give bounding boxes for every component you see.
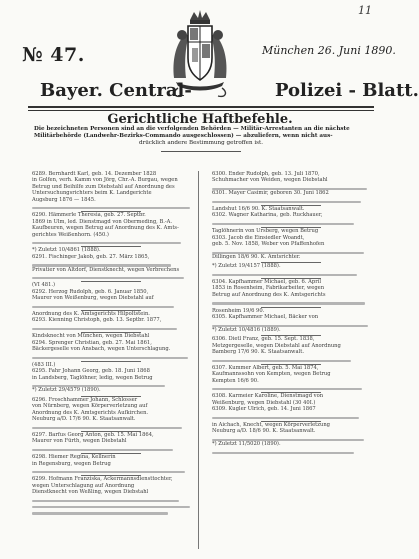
- entry-line: 6309. Kugler Ulrich, geb. 14. Juni 1867: [212, 406, 316, 413]
- entry-line: 6303. Jacob die Einsiedler Woandt,: [212, 234, 305, 241]
- entry-line: Betrug und Beihilfe zum Diebstahl auf Anordnung des: [32, 183, 175, 190]
- entry-line: Taglöhnerin von Ursberg, wegen Betrug: [212, 228, 319, 235]
- entry-line: (483 III.): [32, 361, 56, 368]
- text-line: [32, 506, 190, 508]
- entry-line: 6298. Hiemer Regina, Kellnerin: [32, 454, 116, 461]
- text-line: [212, 360, 351, 362]
- entry-line: Rosenheim 19/6 90.: [212, 307, 265, 314]
- entry-line: 6307. Kummer Albert, geb. 5. Mai 1874,: [212, 364, 319, 371]
- entry-line: Bamberg 17/6 90. K. Staatsanwalt.: [212, 349, 304, 356]
- entry-line: Dillingen 18/6 90. K. Amtsrichter.: [212, 253, 301, 260]
- entry-line: *) Zuletzt 11/5020 (1890).: [212, 441, 281, 448]
- left-column: [32, 171, 190, 515]
- entry-line: Kaufbeuren, wegen Betrug auf Anordnung des K. Amts-: [32, 225, 179, 232]
- entry-line: *) Zuletzt 29/4579 (1890).: [32, 387, 101, 394]
- text-line: [212, 274, 357, 276]
- text-line: [32, 500, 179, 502]
- entry-line: wegen Unterschlagung auf Anordnung: [32, 482, 135, 489]
- entry-line: 6308. Karmeier Karoline, Dienstmagd von: [212, 393, 324, 400]
- text-line: [32, 242, 181, 244]
- section-title: Gerichtliche Haftbefehle.: [107, 112, 293, 127]
- entry-line: Betrug auf Anordnung des K. Amtsgerichts: [212, 291, 326, 298]
- text-line: [212, 452, 354, 454]
- masthead-title-right: Polizei - Blatt.: [275, 80, 419, 101]
- entry-line: Landshut 16/6 90. K. Staatsanwalt.: [212, 206, 305, 212]
- text-line: [212, 302, 365, 304]
- entry-line: *) Zuletzt 10/4861 (1888).: [32, 247, 101, 254]
- text-line: [32, 306, 174, 308]
- entry-line: 6297. Barfus Georg Anton, geb. 15. Mai 1864,: [32, 431, 154, 438]
- entry-line: Privatier von Altdorf, Dienstknecht, wegen Verbrechens: [32, 266, 180, 273]
- text-line: [212, 201, 361, 203]
- text-line: [212, 417, 359, 419]
- issue-date: München 26. Juni 1890.: [262, 44, 396, 57]
- entry-line: *) Zuletzt 19/4157 (1888).: [212, 263, 281, 270]
- entry-line: in Regensburg, wegen Betrug: [32, 460, 111, 467]
- entry-line: gerichtes Weißenhorn. (450.): [32, 231, 109, 238]
- entry-line: Anordnung des K. Amtsgerichts Aufkirchen.: [32, 409, 149, 416]
- intro-separator: [161, 151, 241, 152]
- intro-line: Militärbehörde (Landwehr-Bezirks-Commando ausgeschlossen) — abzuliefern, wenn nicht aus-: [34, 133, 333, 139]
- entry-line: 6296. Froschhammer Johann, Schlosser: [32, 396, 138, 403]
- text-line: [32, 207, 190, 209]
- entry-line: in Golfen, verh. Kamm von Jörg, Chr.-A. Burgau, wegen: [32, 177, 178, 184]
- entry-line: 6291. Fischinger Jakob, geb. 27. März 1865,: [32, 253, 150, 260]
- entry-line: Kindsknecht von München, wegen Diebstahl: [32, 333, 150, 340]
- column-divider: [198, 171, 199, 549]
- entry-line: Neuburg a/D. 17/6 90. K. Staatsanwalt.: [32, 416, 136, 423]
- text-line: [212, 388, 362, 390]
- page-reference: 11: [358, 4, 372, 17]
- header-rule: [28, 106, 374, 108]
- text-line: [32, 471, 185, 473]
- intro-line: Die bezeichneten Personen sind an die verfolgenden Behörden — Militär-Arrestanten an die nächste: [34, 126, 350, 132]
- entry-line: 6302. Wagner Katharina, geb. Ruckhauer,: [212, 212, 323, 219]
- entry-line: Weißenburg, wegen Diebstahl (30 40I.): [212, 399, 316, 406]
- entry-line: geb. 5. Nov. 1858, Weber von Pfaffenhofen: [212, 241, 325, 248]
- section-intro: [34, 126, 368, 152]
- entry-line: 6289. Bernhardt Karl, geb. 14. Dezember 1828: [32, 171, 157, 177]
- text-line: [32, 357, 188, 359]
- entry-line: 1869 in Ulm, led. Dienstmagd von Obermeding, B.-A.: [32, 218, 173, 225]
- entry-line: 6299. Hofmann Franziska, Ackermannsdiensttochter,: [32, 476, 173, 483]
- entry-line: Maurer von Weißenburg, wegen Diebstahl auf: [32, 295, 154, 302]
- entry-line: in Landsberg, Taglöhner, ledig, wegen Betrug: [32, 374, 153, 381]
- text-line: [32, 277, 184, 279]
- entry-line: 1853 in Rosenheim, Fabrikarbeiter, wegen: [212, 285, 325, 292]
- entry-line: 6295. Fahr Johann Georg, geb. 18. Juni 1868: [32, 368, 150, 375]
- entry-line: 6290. Hämmerle Theresia, geb. 27. Septbr.: [32, 212, 146, 219]
- entry-line: *) Zuletzt 10/4816 (1889).: [212, 326, 281, 333]
- entry-line: in Aichach, Knecht, wegen Körperverletzung: [212, 422, 330, 429]
- entry-line: Maurer von Fürth, wegen Diebstahl: [32, 438, 127, 445]
- text-line: [212, 223, 354, 225]
- entry-line: Neuburg a/D. 18/6 90. K. Staatsanwalt.: [212, 428, 316, 435]
- entry-line: (VI 481.): [32, 282, 56, 289]
- entry-line: Untersuchungsrichters beim K. Landgerichte: [32, 190, 152, 197]
- text-line: [32, 328, 177, 330]
- text-line: [32, 512, 168, 514]
- entry-line: 6305. Kapfhammer Michael, Bäcker von: [212, 314, 319, 321]
- text-line: [32, 427, 182, 429]
- right-column: [212, 171, 370, 454]
- entry-line: 6306. Dietl Franz, geb. 15. Sept. 1838,: [212, 336, 315, 343]
- entry-line: von Nürnberg, wegen Körperverletzung auf: [32, 403, 148, 410]
- entry-line: Dienstknecht von Weßling, wegen Diebstahl: [32, 489, 149, 496]
- text-line: [32, 449, 173, 451]
- masthead-title-left: Bayer. Central-: [40, 80, 192, 101]
- entry-line: 6293. Kienning Christoph, geb. 13. Septbr. 1877,: [32, 317, 162, 324]
- entry-line: 6294. Sprenger Christian, geb. 27. Mai 1861,: [32, 339, 152, 346]
- entry-line: Schuhmacher von Weiden, wegen Diebstahl: [212, 177, 328, 184]
- entry-line: Augsburg 1876 — 1845.: [32, 196, 96, 203]
- issue-number: № 47.: [22, 44, 85, 66]
- entry-line: Kempten 16/6 90.: [212, 377, 259, 384]
- header-rule-thin: [28, 110, 374, 111]
- entry-line: 6301. Mayer Casimir, geboren 30. Juni 1862: [212, 190, 329, 197]
- entry-line: Bäckergeselle von Ansbach, wegen Unterschlagung.: [32, 346, 171, 353]
- entry-line: 6304. Kapfhammer Michael, geb. 6. April: [212, 279, 321, 286]
- entry-line: 6292. Herzog Rudolph, geb. 6. Januar 1850,: [32, 288, 149, 295]
- entry-line: Metzgergeselle, wegen Diebstahl auf Anordnung: [212, 342, 341, 349]
- entry-line: Anordnung des K. Amtsgerichts Hilpoltstein.: [32, 311, 150, 318]
- intro-line: drücklich andere Bestimmung getroffen ist.: [138, 140, 264, 146]
- entry-line: 6300. Ender Rudolph, geb. 13. Juli 1870,: [212, 171, 320, 177]
- entry-line: Kaufmannssohn von Kempten, wegen Betrug: [212, 371, 331, 378]
